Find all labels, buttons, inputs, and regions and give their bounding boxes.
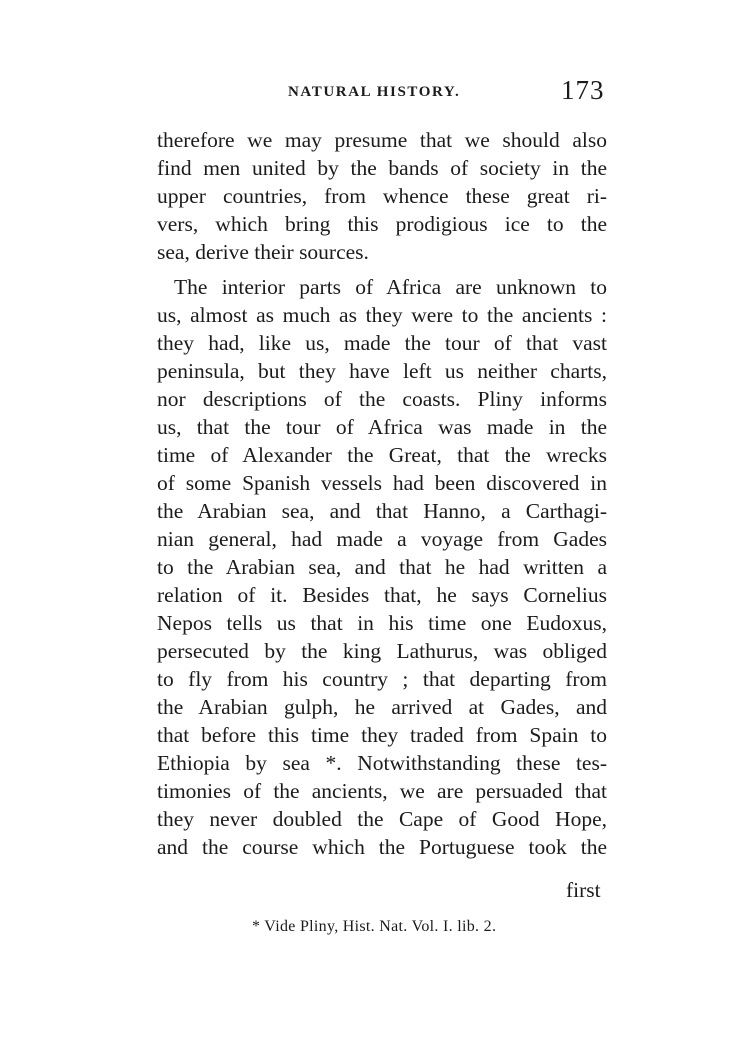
text-line: nor descriptions of the coasts. Pliny informs [157, 387, 607, 411]
text-line: relation of it. Besides that, he says Cornelius [157, 583, 607, 607]
paragraph-start-line: The interior parts of Africa are unknown to [174, 275, 607, 299]
text-line: us, almost as much as they were to the ancients : [157, 303, 607, 327]
page-number: 173 [561, 75, 605, 105]
text-line: persecuted by the king Lathurus, was obliged [157, 639, 607, 663]
text-line: the Arabian gulph, he arrived at Gades, and [157, 695, 607, 719]
text-line: and the course which the Portuguese took the [157, 835, 607, 859]
text-line: that before this time they traded from Spain to [157, 723, 607, 747]
running-head: NATURAL HISTORY. [288, 84, 461, 100]
text-line: the Arabian sea, and that Hanno, a Carthagi- [157, 499, 607, 523]
text-line: to the Arabian sea, and that he had written a [157, 555, 607, 579]
text-line: they never doubled the Cape of Good Hope, [157, 807, 607, 831]
text-line: us, that the tour of Africa was made in the [157, 415, 607, 439]
text-line: peninsula, but they have left us neither charts, [157, 359, 607, 383]
text-line: find men united by the bands of society in the [157, 156, 607, 180]
catchword: first [566, 878, 601, 902]
footnote: * Vide Pliny, Hist. Nat. Vol. I. lib. 2. [252, 918, 497, 935]
text-line: Nepos tells us that in his time one Eudoxus, [157, 611, 607, 635]
text-line: upper countries, from whence these great ri- [157, 184, 607, 208]
text-line: to fly from his country ; that departing from [157, 667, 607, 691]
text-line: timonies of the ancients, we are persuaded that [157, 779, 607, 803]
text-line: time of Alexander the Great, that the wrecks [157, 443, 607, 467]
text-line: vers, which bring this prodigious ice to the [157, 212, 607, 236]
text-line: nian general, had made a voyage from Gades [157, 527, 607, 551]
body-text [157, 126, 607, 861]
text-line: sea, derive their sources. [157, 240, 369, 264]
text-line: therefore we may presume that we should also [157, 128, 607, 152]
text-line: of some Spanish vessels had been discovered in [157, 471, 607, 495]
text-line: Ethiopia by sea *. Notwithstanding these tes- [157, 751, 607, 775]
text-line: they had, like us, made the tour of that vast [157, 331, 607, 355]
